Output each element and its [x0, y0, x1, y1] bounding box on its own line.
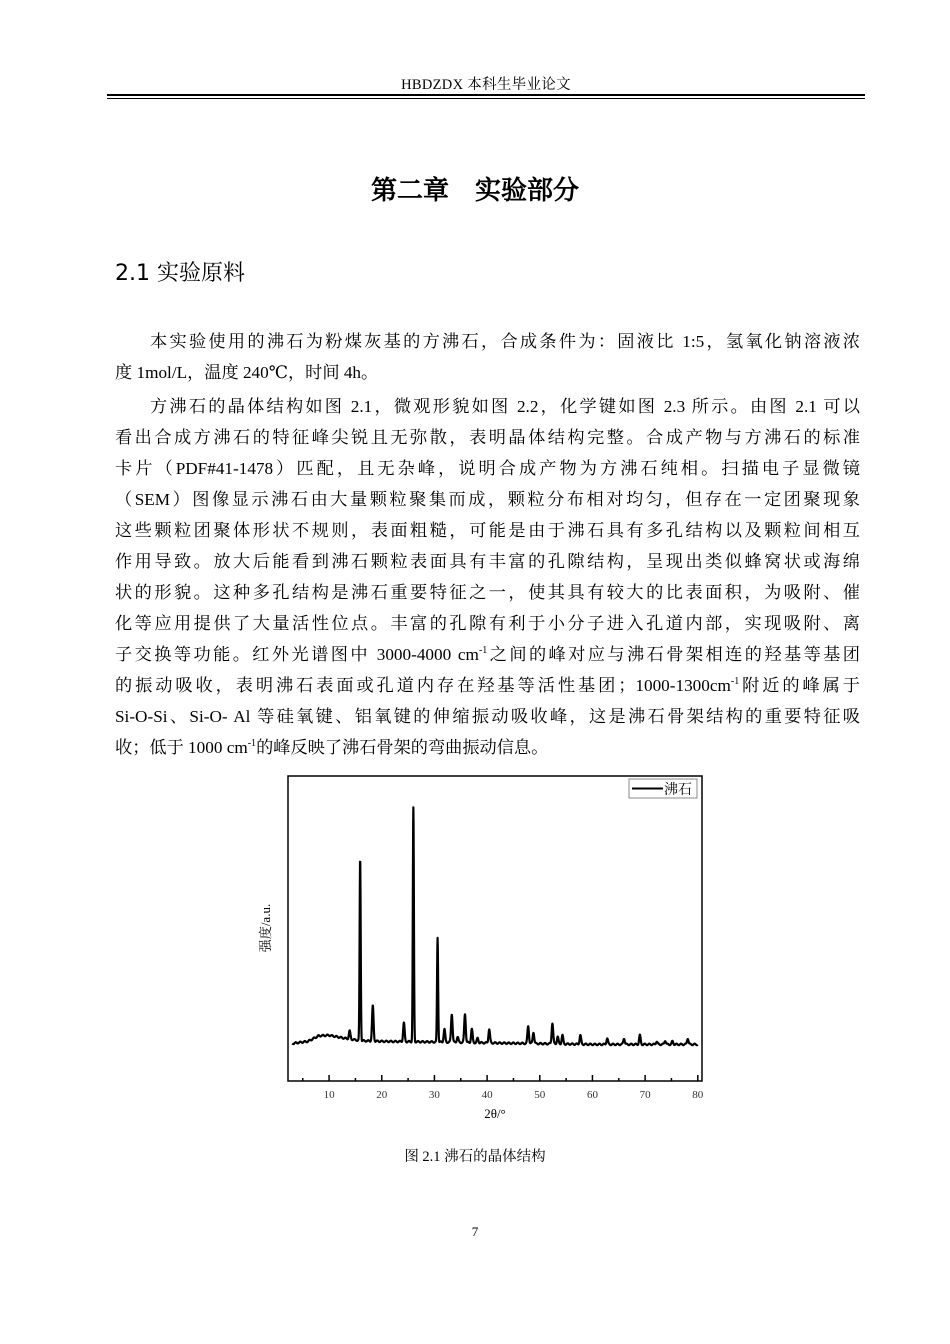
x-axis-label: 2θ/°	[484, 1106, 506, 1121]
text-segment: 状的形貌。这种多孔结构是沸石重要特征之一，使其具有较大的比表面积，为吸附、催	[115, 583, 860, 602]
x-tick-label: 70	[639, 1089, 651, 1101]
text-segment: 收；低于 1000 cm	[115, 738, 248, 757]
y-axis-label: 强度/a.u.	[258, 903, 273, 953]
text-line	[115, 701, 860, 732]
legend	[629, 779, 697, 798]
text-line	[115, 670, 860, 701]
text-segment: 本实验使用的沸石为粉煤灰基的方沸石，合成条件为：固液比 1:5，氢氧化钠溶液浓	[150, 332, 860, 351]
x-tick-label: 20	[376, 1089, 388, 1101]
superscript: -1	[730, 676, 740, 687]
text-line	[115, 515, 860, 546]
superscript: -1	[247, 738, 257, 749]
x-tick-label: 80	[692, 1089, 704, 1101]
text-segment: 附近的峰属于	[739, 676, 860, 695]
text-segment: （SEM）图像显示沸石由大量颗粒聚集而成，颗粒分布相对均匀，但存在一定团聚现象	[115, 490, 860, 509]
text-line	[115, 484, 860, 515]
chapter-title: 第二章 实验部分	[370, 176, 579, 206]
text-segment: 作用导致。放大后能看到沸石颗粒表面具有丰富的孔隙结构，呈现出类似蜂窝状或海绵	[115, 552, 860, 571]
paragraph	[115, 326, 860, 388]
text-segment: 方沸石的晶体结构如图 2.1，微观形貌如图 2.2，化学键如图 2.3 所示。由图 2.1 可以	[150, 397, 860, 416]
x-tick-label: 40	[481, 1089, 493, 1101]
header-rule-thick	[107, 94, 865, 96]
superscript: -1	[478, 645, 488, 656]
text-segment: 这些颗粒团聚体形状不规则，表面粗糙，可能是由于沸石具有多孔结构以及颗粒间相互	[115, 521, 860, 540]
text-segment: 度 1mol/L，温度 240℃，时间 4h。	[115, 363, 379, 382]
text-line	[115, 422, 860, 453]
x-tick-label: 30	[428, 1089, 440, 1101]
figure-caption: 图 2.1 沸石的晶体结构	[404, 1149, 546, 1165]
text-segment: 化等应用提供了大量活性位点。丰富的孔隙有利于小分子进入孔道内部，实现吸附、离	[115, 614, 860, 633]
text-line	[115, 357, 860, 388]
page-number: 7	[471, 1224, 479, 1239]
text-segment: 卡片（PDF#41-1478）匹配，且无杂峰，说明合成产物为方沸石纯相。扫描电子显微镜	[115, 459, 860, 478]
text-segment: 之间的峰对应与沸石骨架相连的羟基等基团	[487, 645, 860, 664]
text-segment: 看出合成方沸石的特征峰尖锐且无弥散，表明晶体结构完整。合成产物与方沸石的标准	[115, 428, 860, 447]
text-line	[115, 326, 860, 357]
text-line	[115, 546, 860, 577]
section-title: 2.1 实验原料	[115, 261, 245, 286]
running-header: HBDZDX 本科生毕业论文	[401, 77, 571, 93]
header-rule-thin	[107, 98, 865, 99]
text-segment: 的振动吸收，表明沸石表面或孔道内存在羟基等活性基团；1000-1300cm	[115, 676, 731, 695]
text-line	[115, 639, 860, 670]
body-text	[115, 326, 860, 763]
x-tick-label: 10	[323, 1089, 335, 1101]
paragraph	[115, 391, 860, 763]
text-segment: 子交换等功能。红外光谱图中 3000-4000 cm	[115, 645, 479, 664]
text-line	[115, 732, 860, 763]
legend-label: 沸石	[664, 783, 692, 798]
series-line-zeolite	[292, 807, 698, 1045]
text-line	[115, 391, 860, 422]
x-tick-label: 60	[586, 1089, 598, 1101]
text-line	[115, 608, 860, 639]
text-segment: 的峰反映了沸石骨架的弯曲振动信息。	[256, 738, 549, 757]
xrd-chart	[240, 770, 720, 1130]
text-line	[115, 453, 860, 484]
text-line	[115, 577, 860, 608]
x-tick-label: 50	[534, 1089, 546, 1101]
text-segment: Si-O-Si、Si-O- Al 等硅氧键、铝氧键的伸缩振动吸收峰，这是沸石骨架结构的重要特征吸	[115, 707, 860, 726]
